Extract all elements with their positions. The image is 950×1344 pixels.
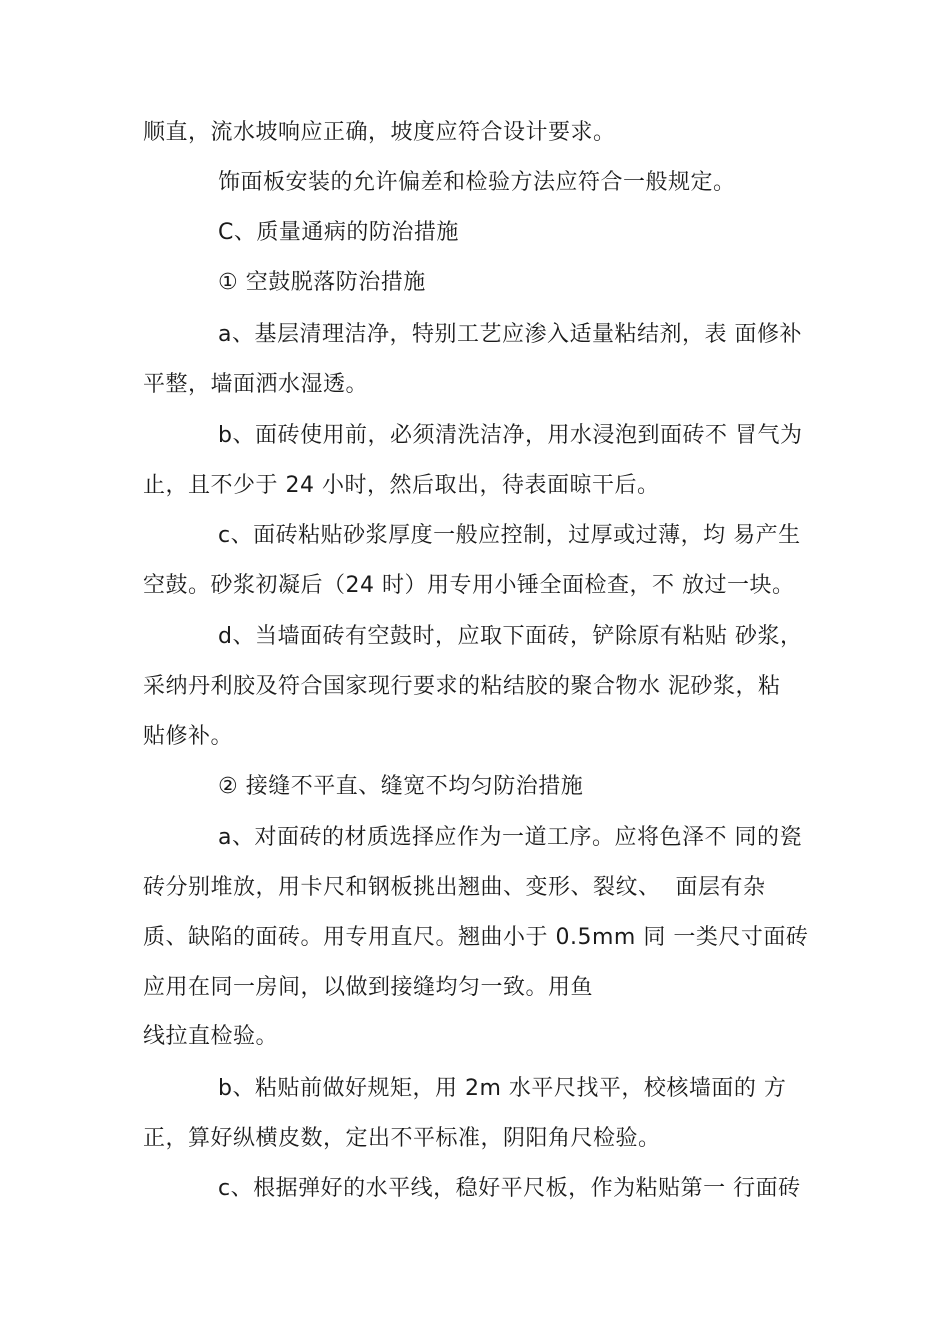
text-line: 饰面板安装的允许偏差和检验方法应符合一般规定。 [218, 170, 736, 195]
text-line: d、当墙面砖有空鼓时，应取下面砖，铲除原有粘贴 砂浆， [218, 624, 803, 649]
text-line: 采纳丹利胶及符合国家现行要求的粘结胶的聚合物水 泥砂浆，粘 [143, 674, 781, 699]
text-line: 质、缺陷的面砖。用专用直尺。翘曲小于 0.5mm 同 一类尺寸面砖 [143, 925, 809, 950]
text-line: 应用在同一房间，以做到接缝均匀一致。用鱼 [143, 975, 594, 1000]
section-heading: C、质量通病的防治措施 [218, 220, 459, 245]
text-line: 砖分别堆放，用卡尺和钢板挑出翘曲、变形、裂纹、 面层有杂 [143, 875, 766, 900]
text-line: c、面砖粘贴砂浆厚度一般应控制，过厚或过薄，均 易产生 [218, 523, 801, 548]
text-line: b、粘贴前做好规矩，用 2m 水平尺找平，校核墙面的 方 [218, 1076, 787, 1101]
text-line: b、面砖使用前，必须清洗洁净，用水浸泡到面砖不 冒气为 [218, 423, 803, 448]
text-line: a、基层清理洁净，特别工艺应渗入适量粘结剂，表 面修补 [218, 322, 802, 347]
text-line: c、根据弹好的水平线，稳好平尺板，作为粘贴第一 行面砖 [218, 1176, 801, 1201]
subsection-heading: ② 接缝不平直、缝宽不均匀防治措施 [218, 774, 584, 799]
text-line: 空鼓。砂浆初凝后（24 时）用专用小锤全面检查，不 放过一块。 [143, 573, 795, 598]
text-line: 贴修补。 [143, 724, 234, 749]
text-line: 正，算好纵横皮数，定出不平标准，阴阳角尺检验。 [143, 1126, 661, 1151]
text-line: 顺直，流水坡响应正确，坡度应符合设计要求。 [143, 120, 616, 145]
text-line: 线拉直检验。 [143, 1024, 279, 1049]
text-line: 止，且不少于 24 小时，然后取出，待表面晾干后。 [143, 473, 660, 498]
text-line: a、对面砖的材质选择应作为一道工序。应将色泽不 同的瓷 [218, 825, 802, 850]
subsection-heading: ① 空鼓脱落防治措施 [218, 270, 426, 295]
text-line: 平整，墙面洒水湿透。 [143, 372, 369, 397]
